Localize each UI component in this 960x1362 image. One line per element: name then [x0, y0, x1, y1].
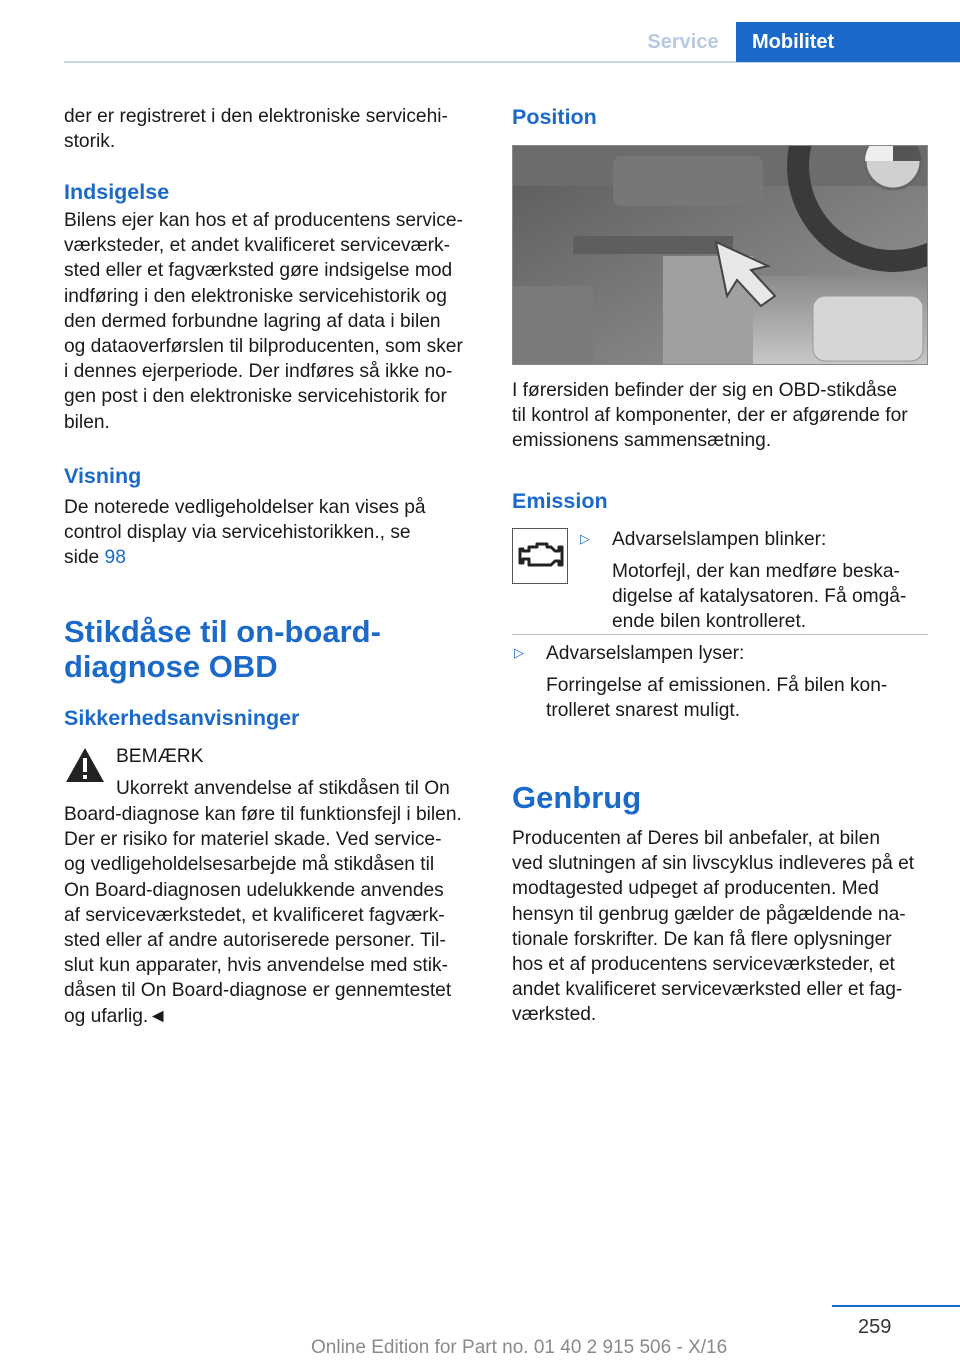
- header-chapter-tab[interactable]: Mobilitet: [736, 22, 960, 62]
- edition-footer: Online Edition for Part no. 01 40 2 915 506 - X/16: [311, 1337, 728, 1358]
- position-heading: Position: [512, 105, 597, 129]
- visning-text-body: De noterede vedligeholdelser kan vises på control display via servicehistorikken., se side: [64, 497, 426, 569]
- note-text: Board-diagnose kan føre til funktionsfejl i bilen. Der er risiko for materiel skade. Ved service- og vedligeholdelsesarbejde må stikdåsen til On Board-diagnosen udelukkende anvendes af serviceværkstedet, et kvalificeret fagværk- sted eller af andre autoriserede personer. Til- slut kun apparater, hvis anvendelse med stik- dåsen til On Board-diagnose er gennemtestet og ufarlig.◄: [64, 804, 462, 1027]
- obd-location-photo: [512, 145, 928, 365]
- footer-rule: [832, 1305, 960, 1307]
- warning-triangle-icon: [64, 746, 106, 784]
- emission-heading: Emission: [512, 489, 608, 513]
- header-section-tab[interactable]: Service: [647, 30, 719, 53]
- intro-text: der er registreret i den elektroniske servicehi- storik.: [64, 106, 448, 153]
- emission-item1-label: Advarselslampen blinker:: [612, 529, 827, 550]
- bullet-triangle-icon-1: ▷: [580, 531, 590, 546]
- indsigelse-text: Bilens ejer kan hos et af producentens service- værksteder, et andet kvalificeret serviceværk- sted eller et fagværksted gøre indsigelse mod indføring i den elektroniske servicehistorik og den dermed forbundne lagring af data i bilen og dataoverførslen til bilproducenten, som sker i dennes ejerperiode. Der indføres så ikke no- gen post i den elektroniske servicehistorik for bilen.: [64, 210, 463, 433]
- genbrug-text: Producenten af Deres bil anbefaler, at bilen ved slutningen af sin livscyklus indleveres på et modtagested udpeget af producenten. Med hensyn til genbrug gælder de pågældende na- tionale forskrifter. De kan få flere oplysninger hos et af producentens serviceværksteder, et andet kvalificeret serviceværksted eller et fag- værksted.: [512, 828, 915, 1026]
- bullet-triangle-icon-2: ▷: [514, 645, 524, 660]
- visning-heading: Visning: [64, 464, 142, 488]
- indsigelse-heading: Indsigelse: [64, 180, 170, 204]
- note-label: BEMÆRK: [116, 746, 204, 767]
- emission-divider: [512, 634, 928, 635]
- visning-text: [64, 495, 484, 571]
- page-ref-link[interactable]: 98: [104, 547, 126, 569]
- page-number: 259: [858, 1316, 892, 1338]
- emission-item2-text: Forringelse af emissionen. Få bilen kon- trolleret snarest muligt.: [546, 675, 888, 722]
- emission-item1-text: Motorfejl, der kan medføre beska- digelse af katalysatoren. Få omgå- ende bilen kontrolleret.: [612, 561, 907, 633]
- engine-warning-icon: [512, 528, 568, 584]
- obd-title: Stikdåse til on-board- diagnose OBD: [64, 614, 381, 684]
- note-first-line: Ukorrekt anvendelse af stikdåsen til On: [116, 778, 450, 799]
- emission-item2-label: Advarselslampen lyser:: [546, 643, 745, 664]
- genbrug-heading: Genbrug: [512, 780, 642, 815]
- position-caption: I førersiden befinder der sig en OBD-stikdåse til kontrol af komponenter, der er afgørende for emissionens sammensætning.: [512, 380, 908, 452]
- safety-heading: Sikkerhedsanvisninger: [64, 706, 300, 730]
